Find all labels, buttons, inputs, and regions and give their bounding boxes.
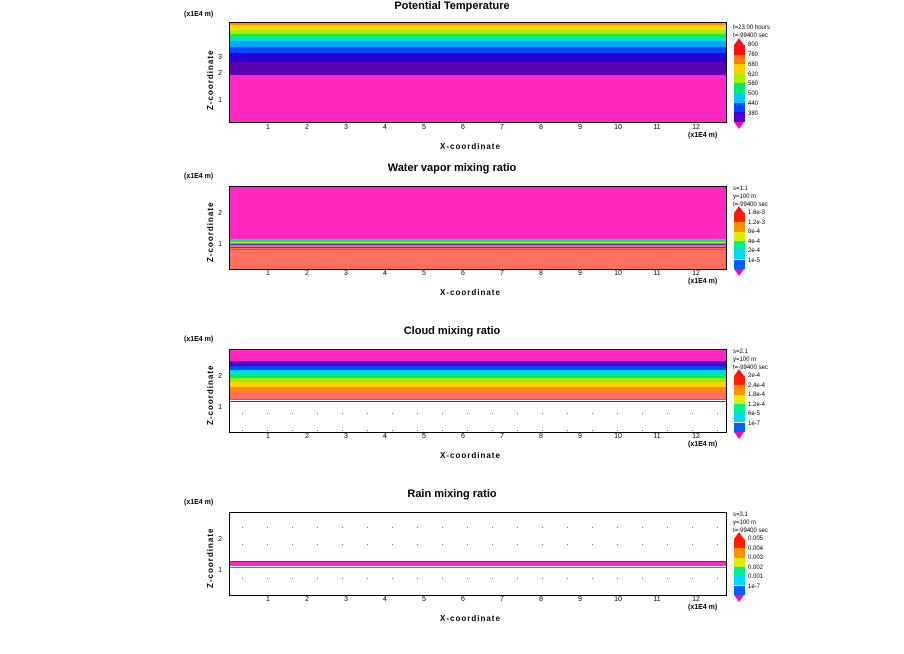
x-tick-5: 5	[422, 433, 426, 440]
x-tick-4: 4	[383, 433, 387, 440]
colorbar-label: 1e-7	[748, 421, 761, 427]
x-tick-11: 11	[653, 596, 661, 603]
y-tick-1: 1	[218, 567, 222, 574]
colorbar-under-arrow	[734, 269, 744, 276]
colorbar-label: 2.4e-4	[748, 383, 766, 389]
annotation-y: y=100 m	[733, 357, 757, 363]
colorbar-label: 760	[748, 52, 759, 58]
colorbar-under-arrow	[734, 595, 744, 602]
x-tick-2: 2	[305, 433, 309, 440]
x-axis-label: X-coordinate	[440, 288, 501, 297]
colorbar	[734, 539, 745, 595]
colorbar-seg	[734, 395, 745, 404]
panel-title: Water vapor mixing ratio	[387, 162, 517, 174]
colorbar-seg	[734, 558, 745, 567]
x-axis-unit: (x1E4 m)	[688, 604, 718, 611]
contour-line	[230, 561, 726, 562]
colorbar-label: 440	[748, 101, 759, 107]
contour-line	[230, 399, 726, 400]
x-tick-7: 7	[500, 596, 504, 603]
contour-bands	[230, 350, 726, 432]
y-axis-label: Z-coordinate	[206, 201, 215, 262]
x-tick-1: 1	[266, 433, 270, 440]
x-tick-4: 4	[383, 124, 387, 131]
x-tick-10: 10	[614, 596, 622, 603]
colorbar-seg	[734, 112, 745, 122]
colorbar-seg	[734, 413, 745, 422]
colorbar-seg	[734, 576, 745, 585]
y-tick-2: 2	[218, 70, 222, 77]
colorbar-seg	[734, 250, 745, 259]
colorbar-seg	[734, 385, 745, 394]
panel-water-vapor-mixing-ratio	[0, 162, 904, 324]
y-axis-label: Z-coordinate	[206, 527, 215, 588]
colorbar-label: 620	[748, 72, 759, 78]
contour-bands	[230, 23, 726, 122]
annotation-time-hours: t=23.00 hours	[733, 25, 770, 31]
x-tick-10: 10	[614, 124, 622, 131]
panel-rain-mixing-ratio	[0, 488, 904, 654]
x-tick-7: 7	[500, 270, 504, 277]
colorbar-seg	[734, 222, 745, 231]
colorbar	[734, 45, 745, 122]
annotation-time-sec: t=-99400 sec	[733, 528, 768, 534]
panel-cloud-mixing-ratio	[0, 325, 904, 487]
x-axis-unit: (x1E4 m)	[688, 278, 718, 285]
x-tick-7: 7	[500, 124, 504, 131]
x-tick-11: 11	[653, 270, 661, 277]
x-tick-1: 1	[266, 124, 270, 131]
x-axis-label: X-coordinate	[440, 451, 501, 460]
colorbar-under-arrow	[734, 432, 744, 439]
colorbar	[734, 213, 745, 269]
colorbar-label: 800	[748, 42, 759, 48]
band-440	[230, 62, 726, 75]
colorbar-label: 0.002	[748, 565, 764, 571]
y-tick-2: 2	[218, 373, 222, 380]
annotation-time-sec: t=-99400 sec	[733, 365, 768, 371]
colorbar-label: 1e-5	[748, 258, 761, 264]
x-tick-2: 2	[305, 596, 309, 603]
x-tick-2: 2	[305, 270, 309, 277]
x-tick-11: 11	[653, 433, 661, 440]
y-axis-label: Z-coordinate	[206, 49, 215, 110]
colorbar-seg	[734, 586, 745, 596]
x-tick-10: 10	[614, 433, 622, 440]
y-axis-unit: (x1E4 m)	[184, 11, 214, 18]
plot-area	[229, 22, 727, 123]
band-380	[230, 75, 726, 122]
annotation-time-sec: t=-99400 sec	[733, 33, 768, 39]
x-tick-4: 4	[383, 596, 387, 603]
x-tick-6: 6	[461, 270, 465, 277]
x-axis-unit: (x1E4 m)	[688, 132, 718, 139]
colorbar-over-arrow	[734, 532, 744, 539]
colorbar-seg	[734, 548, 745, 557]
colorbar-label: 1.2e-3	[748, 220, 766, 226]
contour-line	[230, 247, 726, 248]
y-tick-1: 1	[218, 97, 222, 104]
y-tick-2: 2	[218, 210, 222, 217]
colorbar-label: 8e-4	[748, 229, 761, 235]
colorbar-over-arrow	[734, 369, 744, 376]
panel-title: Cloud mixing ratio	[403, 325, 501, 337]
x-tick-3: 3	[344, 596, 348, 603]
x-axis-unit: (x1E4 m)	[688, 441, 718, 448]
colorbar-label: 0.001	[748, 574, 764, 580]
contour-line	[230, 401, 726, 402]
x-tick-8: 8	[539, 270, 543, 277]
colorbar-seg	[734, 260, 745, 270]
contour-bands	[230, 187, 726, 269]
colorbar-seg	[734, 103, 745, 113]
x-tick-12: 12	[692, 596, 700, 603]
colorbar-seg	[734, 45, 745, 55]
colorbar-label: 4e-4	[748, 239, 761, 245]
annotation-time-sec: t=-99400 sec	[733, 202, 768, 208]
colorbar-seg	[734, 423, 745, 433]
y-tick-2: 2	[218, 536, 222, 543]
x-tick-5: 5	[422, 124, 426, 131]
colorbar-seg	[734, 232, 745, 241]
colorbar-label: 1.6e-3	[748, 210, 766, 216]
x-tick-8: 8	[539, 124, 543, 131]
y-axis-label: Z-coordinate	[206, 364, 215, 425]
annotation-s: s=3.1	[733, 512, 748, 518]
colorbar-over-arrow	[734, 206, 744, 213]
x-tick-5: 5	[422, 270, 426, 277]
colorbar-label: 6e-5	[748, 411, 761, 417]
colorbar-label: 2e-4	[748, 373, 761, 379]
contour-bands	[230, 513, 726, 595]
colorbar-label: 560	[748, 81, 759, 87]
band-cloud-magenta	[230, 350, 726, 361]
plot-area	[229, 349, 727, 433]
x-tick-8: 8	[539, 433, 543, 440]
colorbar-seg	[734, 55, 745, 65]
colorbar-label: 0.004	[748, 546, 764, 552]
band-vapor-top	[230, 187, 726, 239]
colorbar-seg	[734, 93, 745, 103]
panel-title: Rain mixing ratio	[407, 488, 497, 500]
colorbar-label: 680	[748, 62, 759, 68]
colorbar-seg	[734, 567, 745, 576]
x-tick-6: 6	[461, 124, 465, 131]
colorbar	[734, 376, 745, 432]
annotation-y: y=100 m	[733, 520, 757, 526]
x-tick-8: 8	[539, 596, 543, 603]
annotation-s: s=1.1	[733, 186, 748, 192]
colorbar-seg	[734, 404, 745, 413]
y-tick-1: 1	[218, 241, 222, 248]
y-axis-unit: (x1E4 m)	[184, 173, 214, 180]
panel-title: Potential Temperature	[394, 0, 510, 12]
y-axis-unit: (x1E4 m)	[184, 336, 214, 343]
plot-area	[229, 186, 727, 270]
colorbar-label: 0.003	[748, 555, 764, 561]
colorbar-label: 380	[748, 111, 759, 117]
x-tick-3: 3	[344, 124, 348, 131]
band-rain-magenta	[230, 562, 726, 566]
y-axis-unit: (x1E4 m)	[184, 499, 214, 506]
band-500	[230, 53, 726, 62]
x-axis-label: X-coordinate	[440, 614, 501, 623]
plot-dot-grid	[230, 399, 726, 432]
colorbar-under-arrow	[734, 122, 744, 129]
y-tick-3: 3	[218, 54, 222, 61]
annotation-y: y=100 m	[733, 194, 757, 200]
colorbar-seg	[734, 241, 745, 250]
x-tick-1: 1	[266, 596, 270, 603]
colorbar-seg	[734, 83, 745, 93]
colorbar-label: 1.8e-4	[748, 392, 766, 398]
x-tick-3: 3	[344, 433, 348, 440]
colorbar-label: 500	[748, 91, 759, 97]
x-tick-7: 7	[500, 433, 504, 440]
x-tick-1: 1	[266, 270, 270, 277]
colorbar-seg	[734, 74, 745, 84]
colorbar-seg	[734, 64, 745, 74]
colorbar-seg	[734, 539, 745, 548]
x-tick-9: 9	[578, 124, 582, 131]
contour-line	[230, 567, 726, 568]
x-tick-12: 12	[692, 270, 700, 277]
colorbar-label: 1e-7	[748, 584, 761, 590]
x-tick-12: 12	[692, 433, 700, 440]
plot-area	[229, 512, 727, 596]
colorbar-seg	[734, 213, 745, 222]
contour-line	[230, 249, 726, 250]
annotation-s: s=2.1	[733, 349, 748, 355]
plot-dot-grid	[230, 513, 726, 595]
x-tick-9: 9	[578, 596, 582, 603]
colorbar-label: 0.005	[748, 536, 764, 542]
band-cloud-salmon	[230, 392, 726, 399]
panel-potential-temperature	[0, 0, 904, 160]
x-tick-10: 10	[614, 270, 622, 277]
x-tick-4: 4	[383, 270, 387, 277]
x-tick-6: 6	[461, 433, 465, 440]
y-tick-1: 1	[218, 404, 222, 411]
x-tick-9: 9	[578, 270, 582, 277]
x-axis-label: X-coordinate	[440, 142, 501, 151]
colorbar-seg	[734, 376, 745, 385]
x-tick-12: 12	[692, 124, 700, 131]
x-tick-3: 3	[344, 270, 348, 277]
x-tick-6: 6	[461, 596, 465, 603]
x-tick-9: 9	[578, 433, 582, 440]
colorbar-label: 1.2e-4	[748, 402, 766, 408]
colorbar-label: 2e-4	[748, 248, 761, 254]
x-tick-11: 11	[653, 124, 661, 131]
x-tick-5: 5	[422, 596, 426, 603]
x-tick-2: 2	[305, 124, 309, 131]
colorbar-over-arrow	[734, 38, 744, 45]
